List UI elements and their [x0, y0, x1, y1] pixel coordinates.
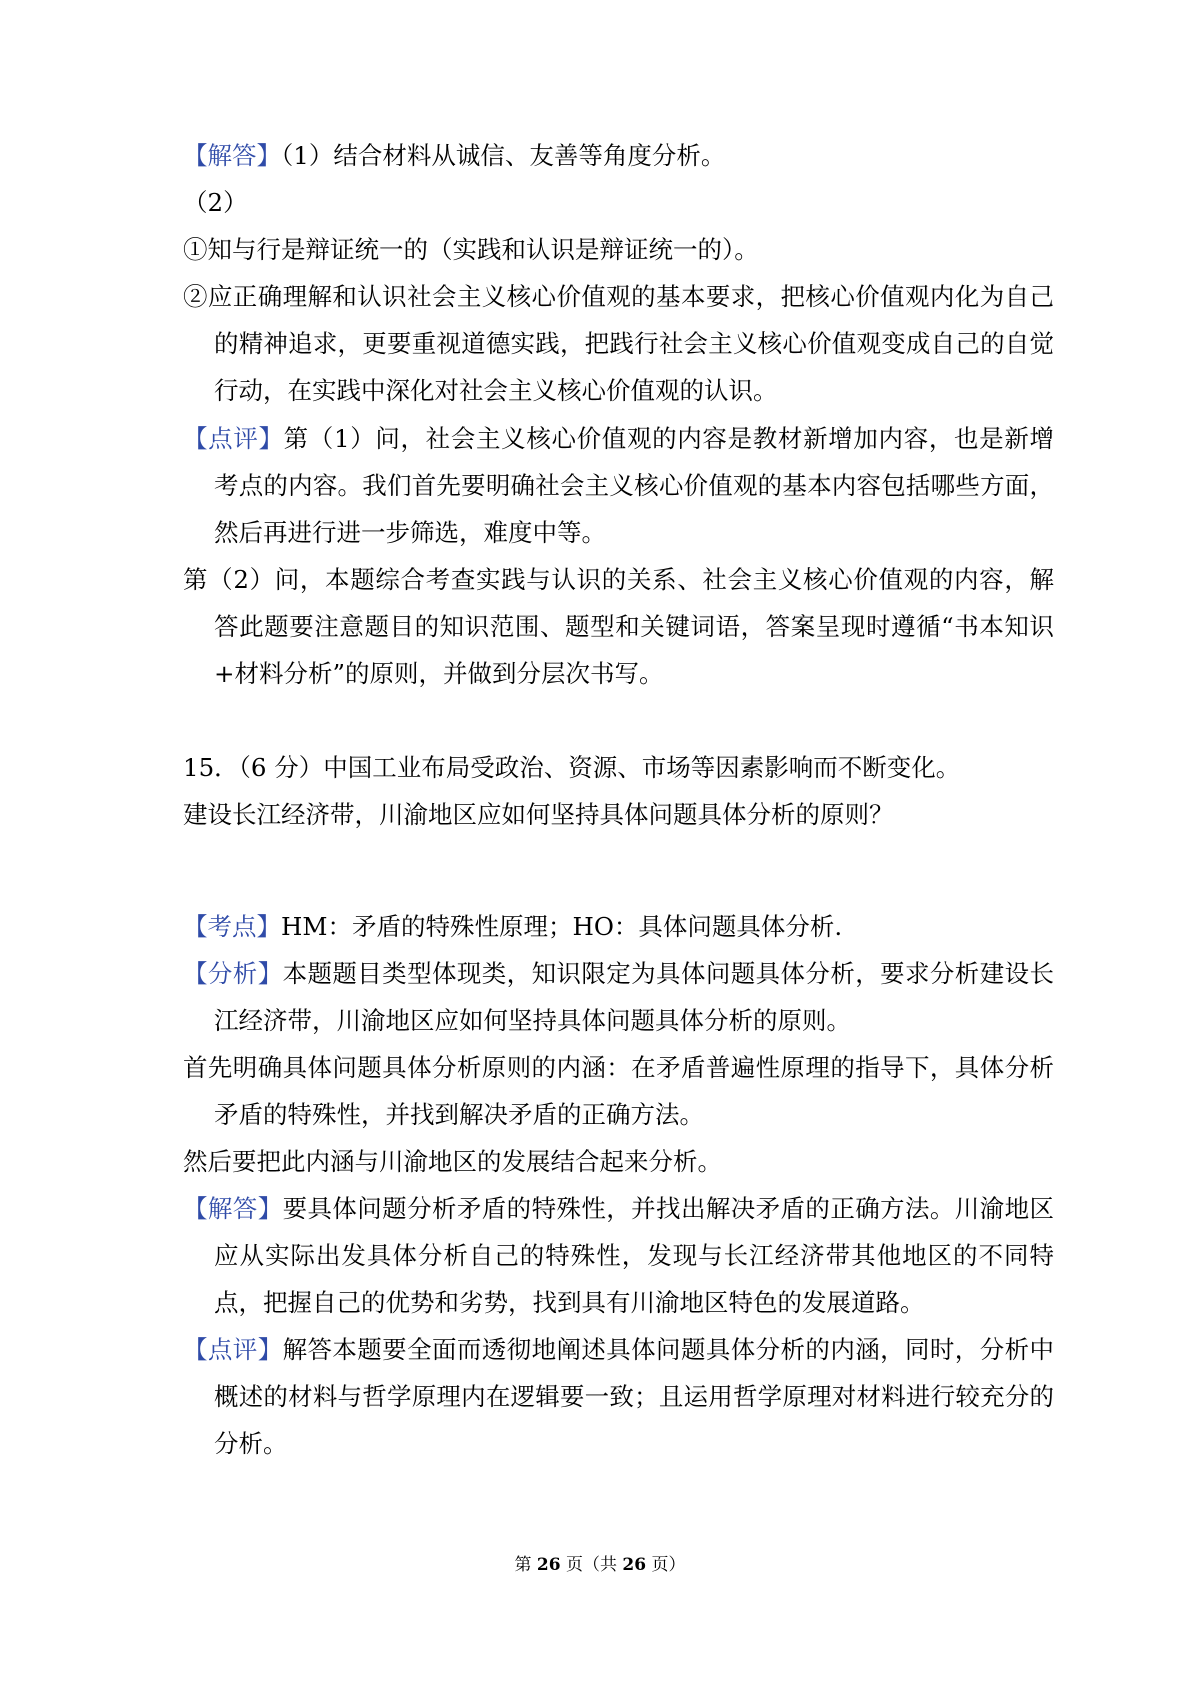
comment-text: 第（1）问，社会主义核心价值观的内容是教材新增加内容，也是新增考点的内容。我们首先要明确社会主义核心价值观的基本内容包括哪些方面，然后再进行进一步筛选，难度中等。	[214, 424, 1054, 547]
answer-point-1: ①知与行是辩证统一的（实践和认识是辩证统一的）。	[183, 235, 759, 264]
footer-prefix: 第	[514, 1555, 537, 1575]
answer-tag: 【解答】	[183, 1194, 283, 1223]
footer-middle: 页（共	[560, 1555, 623, 1575]
footer-suffix: 页）	[646, 1555, 686, 1575]
fenxi-paragraph-1	[183, 950, 1054, 1044]
kaodian-text: HM：矛盾的特殊性原理；HO：具体问题具体分析.	[281, 912, 843, 941]
kaodian-tag: 【考点】	[183, 912, 281, 941]
comment-paragraph-15	[183, 1326, 1054, 1467]
fenxi-paragraph-2: 首先明确具体问题具体分析原则的内涵：在矛盾普遍性原理的指导下，具体分析矛盾的特殊性，并找到解决矛盾的正确方法。	[183, 1053, 1054, 1129]
fenxi-text: 本题题目类型体现类，知识限定为具体问题具体分析，要求分析建设长江经济带，川渝地区应如何坚持具体问题具体分析的原则。	[214, 959, 1055, 1035]
comment-tag: 【点评】	[183, 1335, 283, 1364]
page-footer	[0, 1553, 1200, 1577]
fenxi-paragraph-3: 然后要把此内涵与川渝地区的发展结合起来分析。	[183, 1147, 722, 1176]
answer-point-2: ②应正确理解和认识社会主义核心价值观的基本要求，把核心价值观内化为自己的精神追求，更要重视道德实践，把践行社会主义核心价值观变成自己的自觉行动，在实践中深化对社会主义核心价值观的认识。	[183, 282, 1054, 405]
fenxi-tag: 【分析】	[183, 959, 283, 988]
answer-text: 要具体问题分析矛盾的特殊性，并找出解决矛盾的正确方法。川渝地区应从实际出发具体分析自己的特殊性，发现与长江经济带其他地区的不同特点，把握自己的优势和劣势，找到具有川渝地区特色的发展道路。	[214, 1194, 1055, 1317]
sub-question-2-label: （2）	[183, 188, 248, 217]
answer-tag: 【解答】	[183, 141, 281, 170]
comment-paragraph-1	[183, 415, 1054, 556]
footer-page-number: 26	[536, 1555, 561, 1575]
comment-tag: 【点评】	[183, 424, 284, 453]
comment-paragraph-2: 第（2）问，本题综合考查实践与认识的关系、社会主义核心价值观的内容，解答此题要注意题目的知识范围、题型和关键词语，答案呈现时遵循“书本知识+材料分析”的原则，并做到分层次书写。	[183, 565, 1054, 688]
answer-paragraph-1	[183, 132, 1054, 179]
kaodian-paragraph	[183, 903, 1054, 950]
answer-text: （1）结合材料从诚信、友善等角度分析。	[281, 141, 726, 170]
answer-paragraph-15	[183, 1185, 1054, 1326]
footer-total-pages: 26	[622, 1555, 647, 1575]
question-15-line-1: 15．（6 分）中国工业布局受政治、资源、市场等因素影响而不断变化。	[183, 753, 961, 782]
comment-text: 解答本题要全面而透彻地阐述具体问题具体分析的内涵，同时，分析中概述的材料与哲学原理内在逻辑要一致；且运用哲学原理对材料进行较充分的分析。	[214, 1335, 1055, 1458]
question-15-line-2: 建设长江经济带，川渝地区应如何坚持具体问题具体分析的原则？	[183, 800, 894, 829]
